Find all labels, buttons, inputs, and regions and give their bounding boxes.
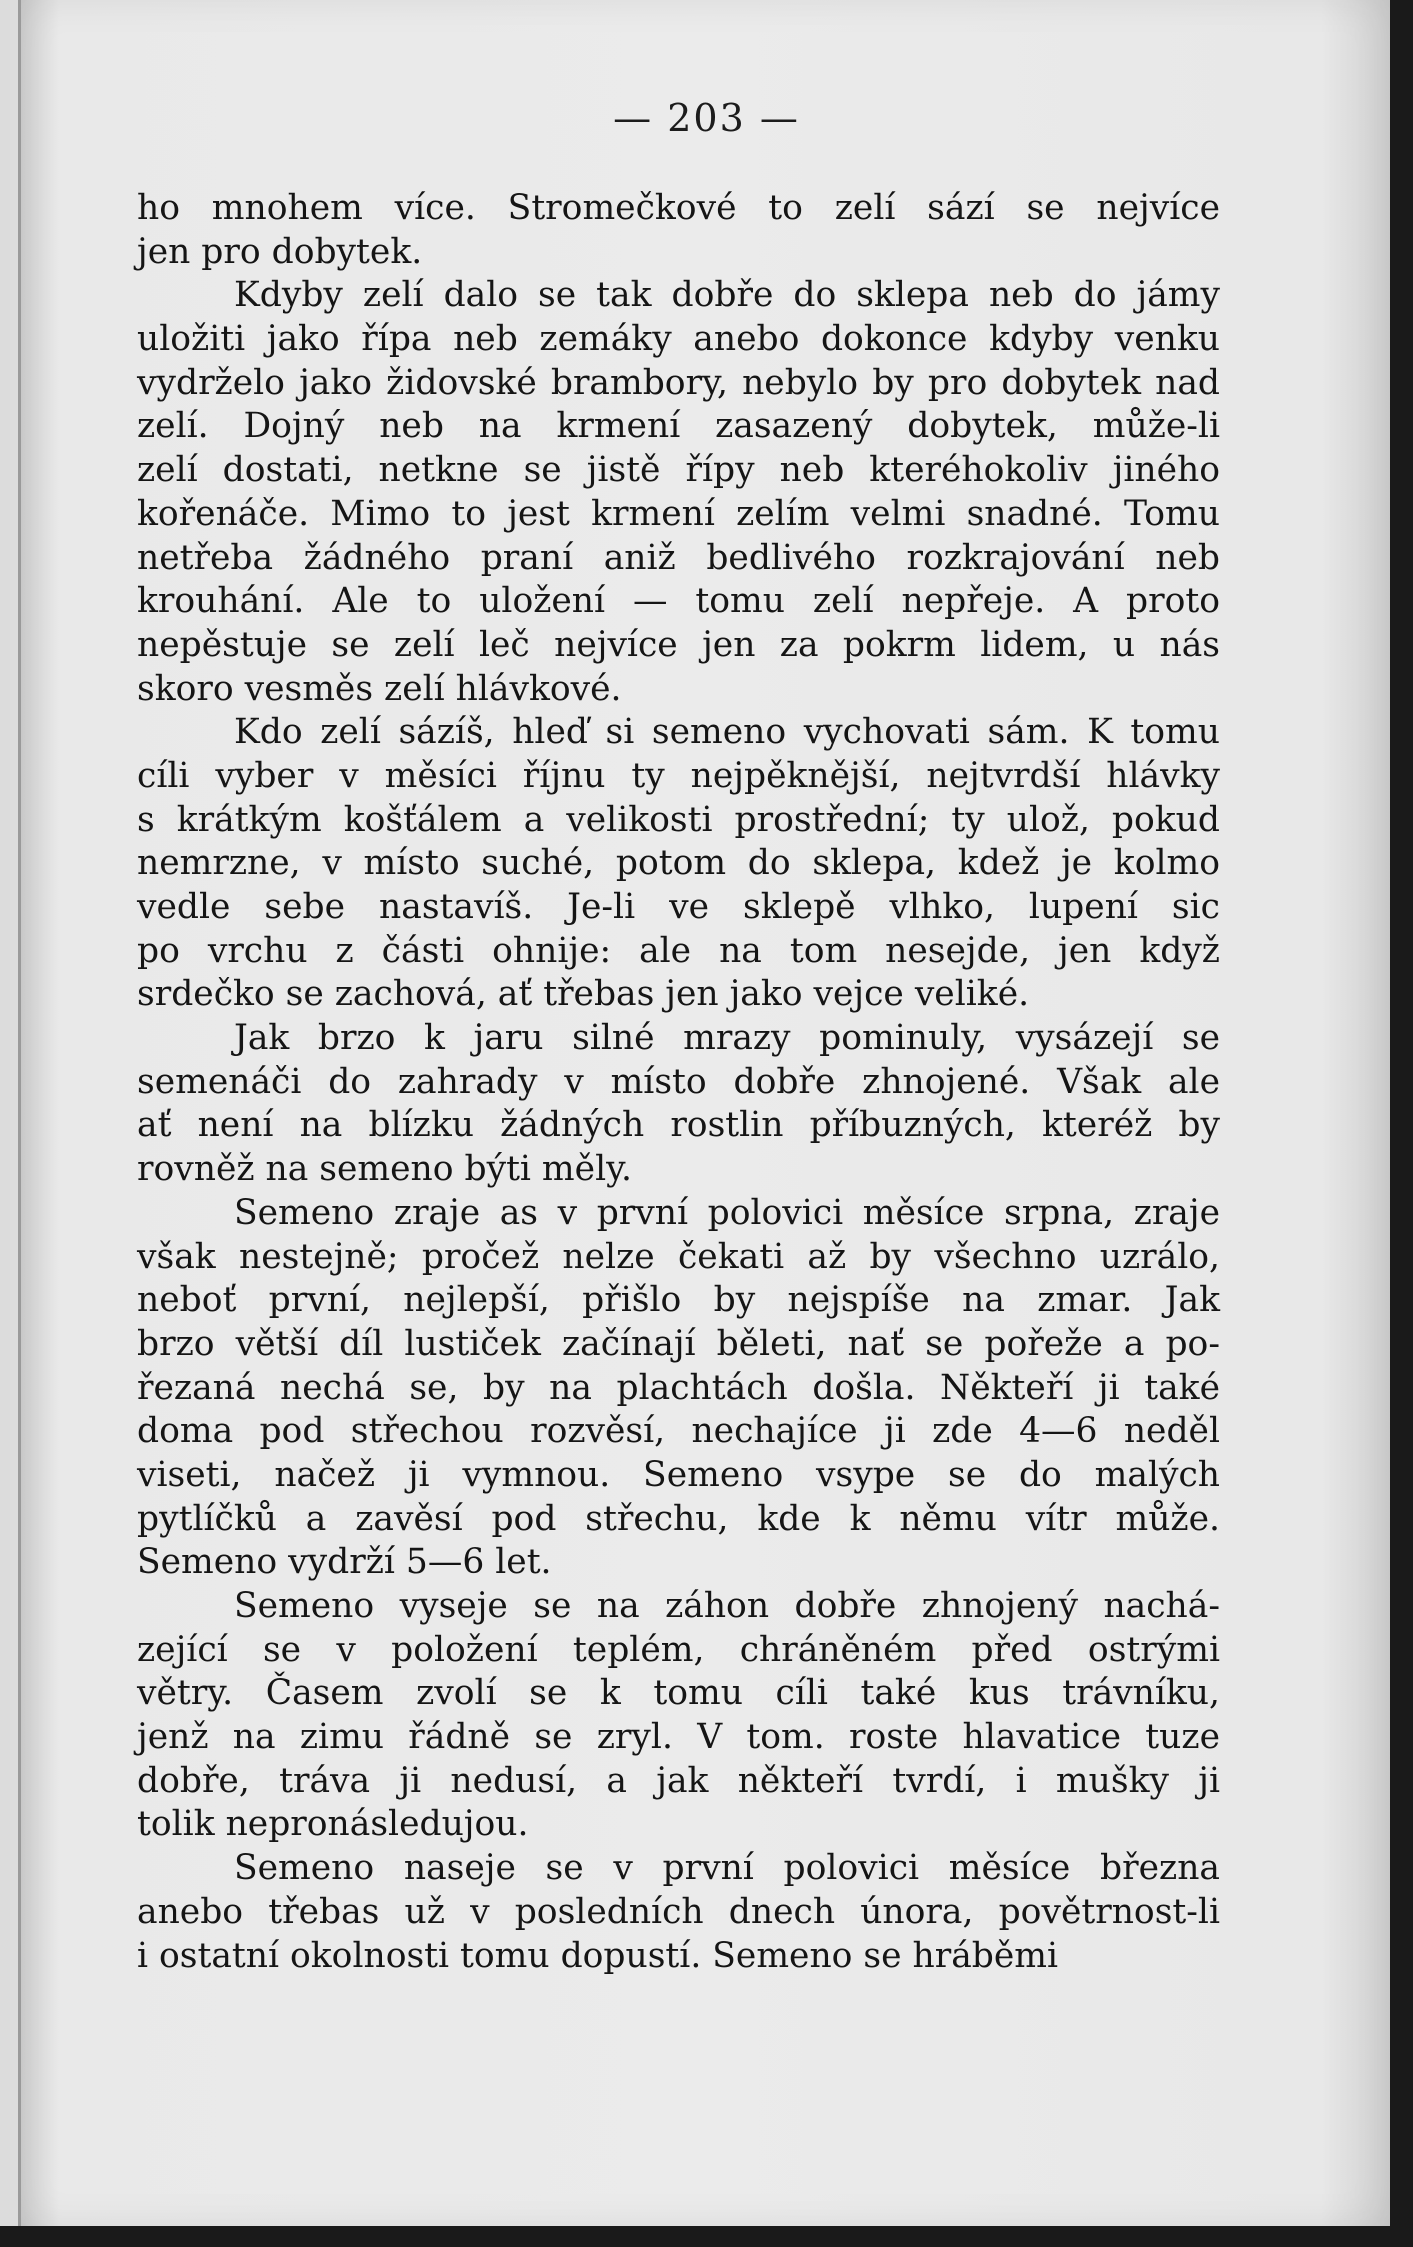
text-line: dobře, tráva ji nedusí, a jak někteří tvrdí, i mušky ji [137,1760,1220,1801]
scan-dark-border-bottom [0,2226,1413,2247]
paragraph [137,711,1220,1017]
text-line: ho mnohem více. Stromečkové to zelí sází se nejvíce [137,188,1220,228]
text-line: skoro vesměs zelí hlávkové. [137,668,622,709]
text-line: po vrchu z části ohnije: ale na tom nesejde, jen když [137,930,1220,971]
text-line: však nestejně; pročež nelze čekati až by všechno uzrálo, [137,1236,1220,1277]
text-line: anebo třebas už v posledních dnech února, povětrnost-li [137,1891,1220,1932]
text-line: zelí. Dojný neb na krmení zasazený dobytek, může-li [137,406,1220,447]
text-line: Semeno vyseje se na záhon dobře zhnojený nachá- [234,1586,1220,1626]
text-line: doma pod střechou rozvěsí, nechajíce ji zde 4—6 neděl [137,1411,1220,1452]
text-line: vydrželo jako židovské brambory, nebylo by pro dobytek nad [137,362,1220,403]
text-line: rovněž na semeno býti měly. [137,1149,632,1190]
text-line: tolik nepronásledujou. [137,1804,529,1845]
text-line: Kdo zelí sázíš, hleď si semeno vychovati sám. K tomu [234,712,1220,753]
scan-dark-border-right [1390,0,1413,2247]
text-line: zelí dostati, netkne se jistě řípy neb kteréhokoliv jiného [137,450,1220,491]
text-line: semenáči do zahrady v místo dobře zhnojené. Však ale [137,1061,1220,1102]
text-line: Jak brzo k jaru silné mrazy pominuly, vysázejí se [234,1018,1220,1059]
text-line: nepěstuje se zelí leč nejvíce jen za pokrm lidem, u nás [137,624,1220,665]
paragraph [137,1017,1220,1192]
text-line: netřeba žádného praní aniž bedlivého rozkrajování neb [137,537,1220,578]
text-line: viseti, načež ji vymnou. Semeno vsype se do malých [137,1454,1220,1495]
paragraph [137,274,1220,711]
text-line: jen pro dobytek. [137,231,423,272]
text-line: ať není na blízku žádných rostlin příbuzných, kteréž by [137,1105,1220,1146]
paragraph [137,1585,1220,1847]
paragraph [137,1192,1220,1585]
text-line: i ostatní okolnosti tomu dopustí. Semeno se hráběmi [137,1935,1059,1976]
text-line: větry. Časem zvolí se k tomu cíli také kus trávníku, [137,1673,1220,1714]
body-text [137,187,1220,1978]
text-line: krouhání. Ale to uložení — tomu zelí nepřeje. A proto [137,581,1220,622]
text-line: uložiti jako řípa neb zemáky anebo dokonce kdyby venku [137,319,1220,360]
text-line: srdečko se zachová, ať třebas jen jako vejce veliké. [137,974,1030,1015]
text-line: s krátkým košťálem a velikosti prostřední; ty ulož, pokud [137,799,1220,840]
text-line: zející se v položení teplém, chráněném před ostrými [137,1629,1220,1670]
page-binding-edge [18,0,21,2226]
text-line: Kdyby zelí dalo se tak dobře do sklepa neb do jámy [234,275,1220,316]
text-line: jenž na zimu řádně se zryl. V tom. roste hlavatice tuze [137,1717,1220,1758]
text-line: Semeno naseje se v první polovici měsíce března [234,1848,1220,1889]
text-line: řezaná nechá se, by na plachtách došla. Někteří ji také [137,1367,1220,1408]
text-line: vedle sebe nastavíš. Je-li ve sklepě vlhko, lupení sic [137,887,1220,927]
paragraph [137,1847,1220,1978]
text-line: neboť první, nejlepší, přišlo by nejspíše na zmar. Jak [137,1280,1220,1321]
text-line: Semeno vydrží 5—6 let. [137,1542,552,1583]
text-line: brzo větší díl lustiček začínají běleti, nať se pořeže a po- [137,1323,1220,1364]
paragraph [137,187,1220,274]
page-number: — 203 — [613,96,800,140]
text-line: Semeno zraje as v první polovici měsíce srpna, zraje [234,1192,1220,1233]
text-line: pytlíčků a zavěsí pod střechu, kde k němu vítr může. [137,1498,1220,1539]
text-line: nemrzne, v místo suché, potom do sklepa, kdež je kolmo [137,843,1220,884]
text-line: cíli vyber v měsíci říjnu ty nejpěknější, nejtvrdší hlávky [137,755,1220,796]
text-line: kořenáče. Mimo to jest krmení zelím velmi snadné. Tomu [137,493,1220,534]
